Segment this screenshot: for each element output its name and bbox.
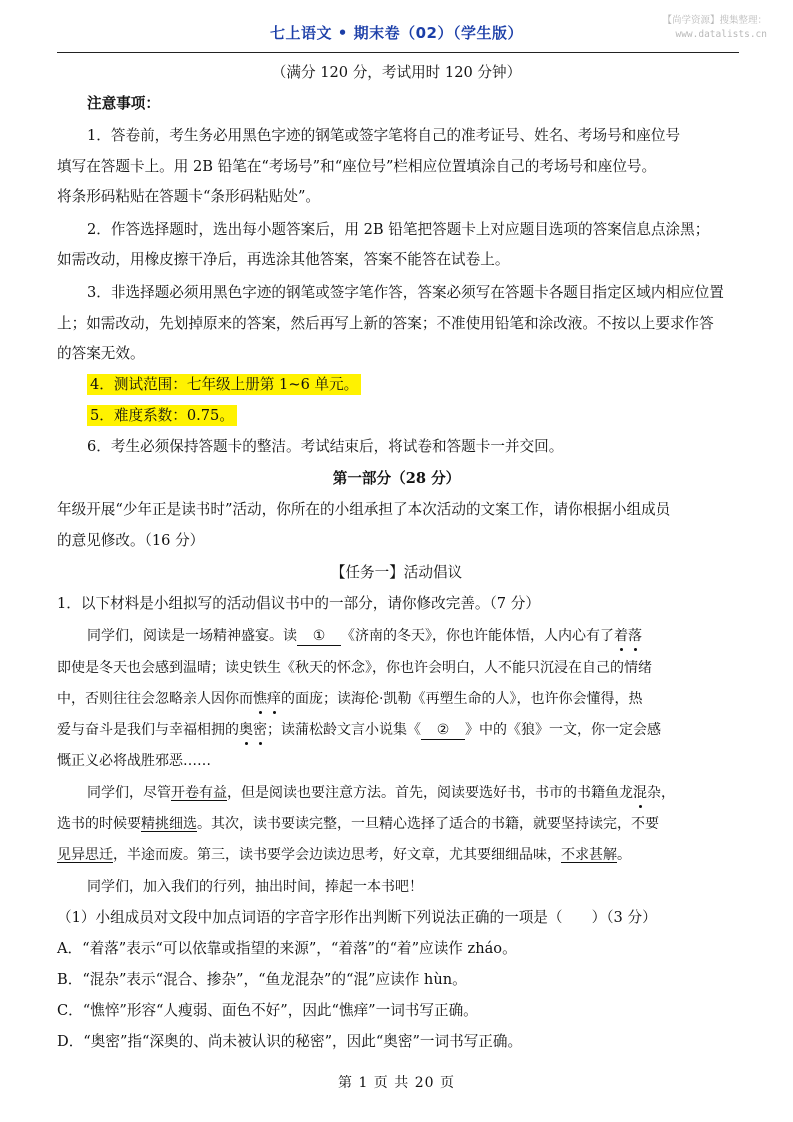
subquestion-stem: （1）小组成员对文段中加点词语的字音字形作出判断下列说法正确的一项是（ ）（3 分） (57, 909, 657, 926)
notice-item-1-cont: 将条形码粘贴在答题卡“条形码粘贴处”。 (57, 188, 321, 205)
passage-line: 爱与奋斗是我们与幸福相拥的奥密；读蒲松龄文言小说集《 ② 》中的《狼》一文，你一定会感 (57, 722, 661, 738)
option-b: B．“混杂”表示“混合、掺杂”，“鱼龙混杂”的“混”应读作 hùn。 (57, 971, 467, 988)
task-title: 【任务一】活动倡议 (330, 564, 463, 581)
notice-item-1-cont: 填写在答题卡上。用 2B 铅笔在“考场号”和“座位号”栏相应位置填涂自己的考场号和座位号。 (57, 158, 657, 175)
page-number: 第 1 页 共 20 页 (338, 1075, 455, 1091)
notice-item-2-cont: 如需改动，用橡皮擦干净后，再选涂其他答案，答案不能答在试卷上。 (57, 251, 510, 268)
notice-item-3-cont: 的答案无效。 (57, 345, 145, 362)
dotted-word: 着落 (614, 628, 642, 644)
dotted-word: 奥密 (239, 722, 267, 738)
passage-line: 中，否则往往会忽略亲人因你而憔痒的面庞；读海伦·凯勒《再塑生命的人》，也许你会懂得，热 (57, 691, 643, 707)
underlined-idiom: 不求甚解 (561, 847, 617, 863)
notice-heading: 注意事项： (87, 95, 160, 112)
underlined-idiom: 开卷有益 (171, 785, 227, 801)
part-intro: 年级开展“少年正是读书时”活动，你所在的小组承担了本次活动的文案工作，请你根据小组成员 (57, 501, 671, 518)
notice-item-6: 6．考生必须保持答题卡的整洁。考试结束后，将试卷和答题卡一并交回。 (87, 438, 564, 455)
passage-line: 选书的时候要精挑细选。其次，读书要读完整，一旦精心选择了适合的书籍，就要坚持读完，不要 (57, 816, 659, 832)
underlined-idiom: 见异思迁 (57, 847, 113, 863)
underlined-idiom: 精挑细选 (141, 816, 197, 832)
dotted-word: 憔痒 (253, 691, 281, 707)
part-heading: 第一部分（28 分） (332, 470, 461, 487)
watermark-source: 【尚学资源】搜集整理： (662, 15, 767, 26)
passage-line: 同学们，尽管开卷有益，但是阅读也要注意方法。首先，阅读要选好书，书市的书籍鱼龙混杂， (87, 785, 675, 801)
watermark (627, 14, 767, 42)
blank-2: ② (421, 721, 465, 740)
notice-item-3-cont: 上；如需改动，先划掉原来的答案，然后再写上新的答案；不准使用铅笔和涂改液。不按以上要求作答 (57, 315, 714, 332)
passage-line: 即使是冬天也会感到温晴；读史铁生《秋天的怀念》，你也许会明白，人不能只沉浸在自己的情绪 (57, 660, 652, 676)
question-1: 1．以下材料是小组拟写的活动倡议书中的一部分，请你修改完善。（7 分） (57, 595, 540, 612)
option-d: D．“奥密”指“深奥的、尚未被认识的秘密”，因此“奥密”一词书写正确。 (57, 1033, 523, 1050)
score-time-note: （满分 120 分，考试用时 120 分钟） (271, 64, 522, 81)
passage-line: 慨正义必将战胜邪恶…… (57, 753, 211, 769)
notice-item-5 (87, 406, 747, 426)
dotted-word: 鱼龙混杂 (605, 785, 661, 801)
highlight-test-scope: 4．测试范围：七年级上册第 1~6 单元。 (87, 374, 361, 395)
header-divider (57, 52, 739, 53)
option-c: C．“憔悴”形容“人瘦弱、面色不好”，因此“憔痒”一词书写正确。 (57, 1002, 478, 1019)
passage-line: 见异思迁，半途而废。第三，读书要学会边读边思考，好文章，尤其要细细品味，不求甚解。 (57, 847, 631, 863)
notice-item-3: 3．非选择题必须用黑色字迹的钢笔或签字笔作答，答案必须写在答题卡各题目指定区域内相应位置 (87, 284, 724, 301)
watermark-url: www.datalists.cn (675, 29, 767, 40)
notice-item-2: 2．作答选择题时，选出每小题答案后，用 2B 铅笔把答题卡上对应题目选项的答案信息点涂黑； (87, 221, 710, 238)
passage-line: 同学们，加入我们的行列，抽出时间，捧起一本书吧！ (87, 879, 423, 895)
option-a: A．“着落”表示“可以依靠或指望的来源”，“着落”的“着”应读作 zháo。 (57, 940, 517, 957)
header-title: 七上语文 • 期末卷（02）（学生版） (270, 24, 523, 42)
blank-1: ① (297, 627, 341, 646)
passage-line: 同学们，阅读是一场精神盛宴。读 ① 《济南的冬天》，你也许能体悟，人内心有了着落 (87, 628, 642, 644)
notice-item-1: 1．答卷前，考生务必用黑色字迹的钢笔或签字笔将自己的准考证号、姓名、考场号和座位号 (87, 127, 681, 144)
part-intro-cont: 的意见修改。（16 分） (57, 532, 205, 549)
notice-item-4 (87, 375, 747, 395)
highlight-difficulty: 5．难度系数：0.75。 (87, 405, 237, 426)
